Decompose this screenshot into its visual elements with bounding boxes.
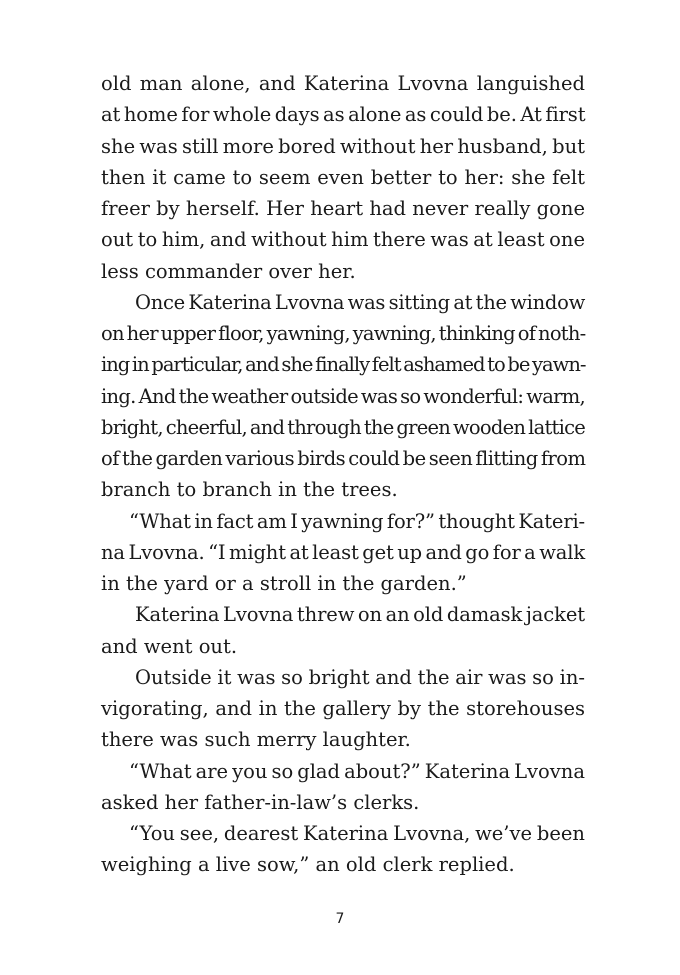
text-line: na Lvovna. “I might at least get up and go for a walk: [101, 540, 585, 564]
text-line: freer by herself. Her heart had never really gone: [101, 197, 585, 220]
text-line: asked her father-in-law’s clerks.: [101, 790, 420, 814]
text-line: ing in particular, and she finally felt ashamed to be yawn-: [101, 353, 586, 377]
body-text: [101, 68, 585, 881]
text-line: “What in fact am I yawning for?” thought Kateri-: [129, 509, 585, 533]
text-line: bright, cheerful, and through the green wooden lattice: [101, 415, 585, 439]
text-line: out to him, and without him there was at least one: [101, 228, 585, 252]
text-line: then it came to seem even better to her: she felt: [101, 165, 585, 189]
text-line: she was still more bored without her husband, but: [101, 134, 585, 158]
text-line: on her upper floor, yawning, yawning, thinking of noth-: [101, 322, 586, 345]
text-line: “What are you so glad about?” Katerina Lvovna: [129, 759, 585, 783]
text-line: less commander over her.: [101, 259, 356, 283]
text-line: ing. And the weather outside was so wonderful: warm,: [101, 384, 585, 408]
text-line: there was such merry laughter.: [101, 728, 411, 752]
text-line: Once Katerina Lvovna was sitting at the window: [135, 290, 585, 314]
text-line: Outside it was so bright and the air was so in-: [135, 665, 585, 689]
text-line: old man alone, and Katerina Lvovna languished: [101, 72, 585, 95]
text-line: at home for whole days as alone as could be. At first: [101, 103, 586, 127]
text-line: branch to branch in the trees.: [101, 478, 398, 502]
text-line: weighing a live sow,” an old clerk replied.: [101, 853, 515, 877]
page-number: 7: [335, 911, 345, 927]
text-line: Katerina Lvovna threw on an old damask jacket: [135, 603, 585, 627]
text-line: of the garden various birds could be seen flitting from: [101, 447, 586, 470]
text-line: in the yard or a stroll in the garden.”: [101, 572, 467, 595]
text-line: vigorating, and in the gallery by the storehouses: [101, 697, 585, 720]
text-line: “You see, dearest Katerina Lvovna, we’ve been: [129, 822, 585, 845]
text-line: and went out.: [101, 634, 238, 658]
